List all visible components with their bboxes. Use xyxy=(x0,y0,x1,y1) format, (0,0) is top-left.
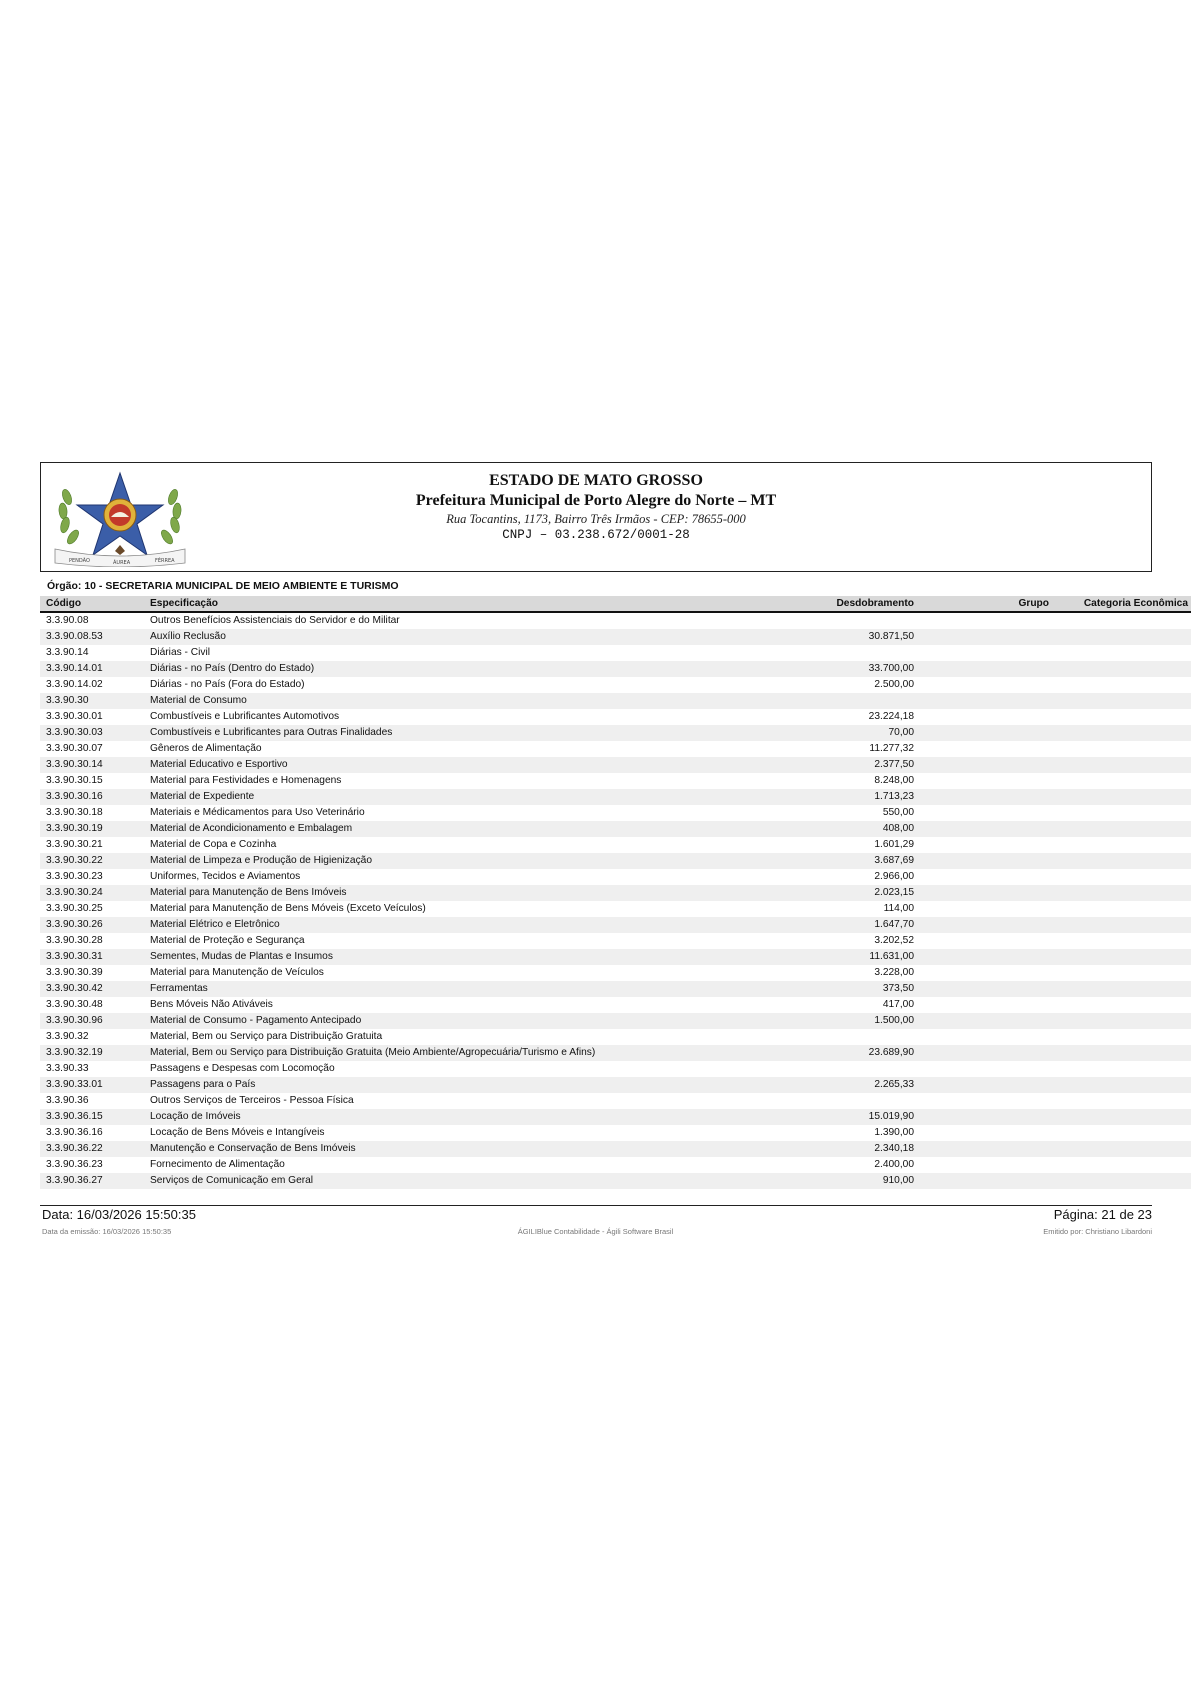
cell-desdobramento: 2.400,00 xyxy=(874,1159,914,1170)
cell-grupo xyxy=(922,981,1057,997)
cell-categoria xyxy=(1057,645,1191,661)
cell-codigo: 3.3.90.30.42 xyxy=(40,981,144,997)
cell-categoria xyxy=(1057,917,1191,933)
cell-grupo xyxy=(922,805,1057,821)
cell-especificacao: Material de Expediente xyxy=(144,789,682,805)
cell-codigo: 3.3.90.30.23 xyxy=(46,871,103,882)
cell-desdobramento: 3.228,00 xyxy=(874,967,914,978)
cell-categoria xyxy=(1057,965,1191,981)
cell-categoria xyxy=(1057,1125,1191,1141)
cell-especificacao: Material Educativo e Esportivo xyxy=(144,757,682,773)
cell-especificacao: Material para Festividades e Homenagens xyxy=(150,775,342,786)
cell-categoria xyxy=(1057,805,1191,821)
cell-desdobramento: 23.224,18 xyxy=(868,711,914,722)
cell-grupo xyxy=(922,933,1057,949)
table-row xyxy=(40,1141,1191,1157)
table-row xyxy=(40,629,1191,645)
cell-desdobramento: 23.689,90 xyxy=(682,1045,922,1061)
cell-categoria xyxy=(1057,757,1191,773)
state-title: ESTADO DE MATO GROSSO xyxy=(489,472,703,489)
cell-desdobramento: 910,00 xyxy=(682,1173,922,1189)
cell-desdobramento: 2.023,15 xyxy=(682,885,922,901)
cell-categoria xyxy=(1057,933,1191,949)
table-row xyxy=(40,1125,1191,1141)
table-row xyxy=(40,997,1191,1013)
cell-grupo xyxy=(922,997,1057,1013)
cell-categoria xyxy=(1057,661,1191,677)
cell-desdobramento: 417,00 xyxy=(882,999,914,1010)
cell-grupo xyxy=(922,1093,1057,1109)
cell-grupo xyxy=(922,821,1057,837)
cell-especificacao: Combustíveis e Lubrificantes Automotivos xyxy=(150,711,340,722)
cell-codigo: 3.3.90.36 xyxy=(46,1095,89,1106)
footer-page-number: Página: 21 de 23 xyxy=(1053,1207,1152,1222)
cell-codigo: 3.3.90.33 xyxy=(46,1063,89,1074)
cell-desdobramento: 3.202,52 xyxy=(874,935,914,946)
cell-desdobramento: 550,00 xyxy=(882,807,914,818)
cell-codigo: 3.3.90.30.48 xyxy=(46,999,103,1010)
cell-grupo xyxy=(922,869,1057,885)
cell-desdobramento: 8.248,00 xyxy=(874,775,914,786)
table-row xyxy=(40,1157,1191,1173)
cell-codigo: 3.3.90.33.01 xyxy=(40,1077,144,1093)
cell-especificacao: Locação de Bens Móveis e Intangíveis xyxy=(150,1127,325,1138)
cell-desdobramento xyxy=(682,693,922,709)
cell-especificacao: Diárias - Civil xyxy=(150,647,210,658)
table-row xyxy=(40,933,1191,949)
cell-codigo: 3.3.90.30.18 xyxy=(46,807,103,818)
column-header-codigo: Código xyxy=(40,596,144,612)
cell-codigo: 3.3.90.36.22 xyxy=(40,1141,144,1157)
cell-grupo xyxy=(922,1045,1057,1061)
cell-desdobramento: 2.966,00 xyxy=(874,871,914,882)
table-row xyxy=(40,805,1191,821)
cell-codigo: 3.3.90.30.01 xyxy=(46,711,103,722)
cell-codigo: 3.3.90.30 xyxy=(40,693,144,709)
cell-codigo: 3.3.90.30.25 xyxy=(46,903,103,914)
table-row xyxy=(40,725,1191,741)
cell-especificacao: Materiais e Médicamentos para Uso Veterinário xyxy=(150,807,365,818)
cell-categoria xyxy=(1057,901,1191,917)
cell-especificacao: Material de Acondicionamento e Embalagem xyxy=(144,821,682,837)
cell-desdobramento: 11.631,00 xyxy=(682,949,922,965)
cell-categoria xyxy=(1057,612,1191,629)
table-row xyxy=(40,965,1191,981)
cell-grupo xyxy=(922,1157,1057,1173)
cell-grupo xyxy=(922,709,1057,725)
cell-codigo: 3.3.90.30.31 xyxy=(40,949,144,965)
cell-codigo: 3.3.90.30.15 xyxy=(46,775,103,786)
cell-desdobramento: 2.265,33 xyxy=(682,1077,922,1093)
table-row xyxy=(40,773,1191,789)
footer-software: ÁGILIBlue Contabilidade - Ágili Software Brasil xyxy=(517,1227,674,1236)
cnpj-line: CNPJ – 03.238.672/0001-28 xyxy=(502,528,690,542)
table-row xyxy=(40,1061,1191,1077)
table-row xyxy=(40,853,1191,869)
column-header-especificacao: Especificação xyxy=(144,596,682,612)
cell-grupo xyxy=(922,949,1057,965)
cell-especificacao: Manutenção e Conservação de Bens Imóveis xyxy=(144,1141,682,1157)
cell-especificacao: Locação de Imóveis xyxy=(144,1109,682,1125)
footer-emitted-by: Emitido por: Christiano Libardoni xyxy=(1043,1227,1152,1236)
cell-grupo xyxy=(922,1141,1057,1157)
cell-grupo xyxy=(922,741,1057,757)
report-header xyxy=(40,462,1152,572)
cell-codigo: 3.3.90.30.22 xyxy=(40,853,144,869)
cell-especificacao: Diárias - no País (Dentro do Estado) xyxy=(144,661,682,677)
cell-especificacao: Serviços de Comunicação em Geral xyxy=(144,1173,682,1189)
cell-especificacao: Material, Bem ou Serviço para Distribuição Gratuita (Meio Ambiente/Agropecuária/Turismo e Afins) xyxy=(144,1045,682,1061)
cell-grupo xyxy=(922,1125,1057,1141)
cell-codigo: 3.3.90.30.24 xyxy=(40,885,144,901)
footer-divider xyxy=(40,1205,1152,1206)
footer-date: Data: 16/03/2026 15:50:35 xyxy=(42,1207,196,1222)
cell-categoria xyxy=(1057,1157,1191,1173)
cell-especificacao: Outros Benefícios Assistenciais do Servidor e do Militar xyxy=(150,615,400,626)
cell-grupo xyxy=(922,965,1057,981)
cell-grupo xyxy=(922,677,1057,693)
cell-desdobramento: 1.500,00 xyxy=(682,1013,922,1029)
cell-grupo xyxy=(922,901,1057,917)
cell-especificacao: Passagens para o País xyxy=(144,1077,682,1093)
cell-desdobramento: 1.647,70 xyxy=(682,917,922,933)
cell-codigo: 3.3.90.32.19 xyxy=(40,1045,144,1061)
cell-codigo: 3.3.90.14.02 xyxy=(46,679,103,690)
cell-categoria xyxy=(1057,629,1191,645)
address-line: Rua Tocantins, 1173, Bairro Três Irmãos - CEP: 78655-000 xyxy=(446,512,746,526)
cell-codigo: 3.3.90.30.28 xyxy=(46,935,103,946)
cell-especificacao: Material Elétrico e Eletrônico xyxy=(144,917,682,933)
cell-desdobramento: 3.687,69 xyxy=(682,853,922,869)
table-row xyxy=(40,612,1191,629)
cell-especificacao: Material de Limpeza e Produção de Higienização xyxy=(144,853,682,869)
cell-desdobramento: 70,00 xyxy=(682,725,922,741)
cell-categoria xyxy=(1057,677,1191,693)
cell-grupo xyxy=(922,1173,1057,1189)
cell-categoria xyxy=(1057,709,1191,725)
cell-codigo: 3.3.90.14.01 xyxy=(40,661,144,677)
cell-categoria xyxy=(1057,1173,1191,1189)
table-row xyxy=(40,869,1191,885)
cell-categoria xyxy=(1057,725,1191,741)
cell-especificacao: Material, Bem ou Serviço para Distribuição Gratuita xyxy=(150,1031,383,1042)
expense-table-container xyxy=(40,596,1188,1189)
cell-codigo: 3.3.90.08 xyxy=(46,615,89,626)
cell-especificacao: Bens Móveis Não Ativáveis xyxy=(150,999,273,1010)
cell-grupo xyxy=(922,885,1057,901)
crest-banner-text-2: ÁUREA xyxy=(113,560,131,566)
cell-categoria xyxy=(1057,1013,1191,1029)
table-row xyxy=(40,741,1191,757)
orgao-title: Órgão: 10 - SECRETARIA MUNICIPAL DE MEIO AMBIENTE E TURISMO xyxy=(47,580,399,592)
cell-desdobramento: 11.277,32 xyxy=(869,743,914,754)
cell-categoria xyxy=(1057,821,1191,837)
cell-desdobramento: 114,00 xyxy=(883,903,914,914)
cell-desdobramento: 2.500,00 xyxy=(874,679,914,690)
cell-categoria xyxy=(1057,1029,1191,1045)
table-row xyxy=(40,837,1191,853)
cell-desdobramento: 33.700,00 xyxy=(682,661,922,677)
cell-categoria xyxy=(1057,1061,1191,1077)
table-row xyxy=(40,949,1191,965)
table-row xyxy=(40,821,1191,837)
table-row xyxy=(40,1173,1191,1189)
cell-especificacao: Outros Serviços de Terceiros - Pessoa Física xyxy=(150,1095,354,1106)
cell-especificacao: Fornecimento de Alimentação xyxy=(150,1159,285,1170)
table-row xyxy=(40,1077,1191,1093)
cell-codigo: 3.3.90.30.19 xyxy=(40,821,144,837)
table-row xyxy=(40,789,1191,805)
cell-categoria xyxy=(1057,949,1191,965)
cell-grupo xyxy=(922,1061,1057,1077)
table-row xyxy=(40,1093,1191,1109)
table-row xyxy=(40,901,1191,917)
table-row xyxy=(40,917,1191,933)
cell-codigo: 3.3.90.30.21 xyxy=(46,839,103,850)
cell-codigo: 3.3.90.14 xyxy=(46,647,89,658)
cell-desdobramento xyxy=(682,1093,922,1109)
cell-codigo: 3.3.90.30.07 xyxy=(46,743,103,754)
cell-codigo: 3.3.90.30.14 xyxy=(40,757,144,773)
table-row xyxy=(40,1045,1191,1061)
cell-especificacao: Diárias - no País (Fora do Estado) xyxy=(150,679,305,690)
cell-grupo xyxy=(922,789,1057,805)
cell-codigo: 3.3.90.32 xyxy=(46,1031,89,1042)
cell-especificacao: Material para Manutenção de Veículos xyxy=(150,967,324,978)
cell-especificacao: Passagens e Despesas com Locomoção xyxy=(150,1063,335,1074)
cell-especificacao: Material de Consumo - Pagamento Antecipado xyxy=(144,1013,682,1029)
cell-grupo xyxy=(922,773,1057,789)
crest-banner-text-3: FÉRREA xyxy=(155,558,175,564)
cell-grupo xyxy=(922,837,1057,853)
table-row xyxy=(40,677,1191,693)
cell-desdobramento: 2.340,18 xyxy=(682,1141,922,1157)
cell-codigo: 3.3.90.30.96 xyxy=(40,1013,144,1029)
table-row xyxy=(40,645,1191,661)
cell-codigo: 3.3.90.36.15 xyxy=(40,1109,144,1125)
cell-categoria xyxy=(1057,1109,1191,1125)
cell-desdobramento: 1.390,00 xyxy=(874,1127,914,1138)
cell-categoria xyxy=(1057,773,1191,789)
cell-categoria xyxy=(1057,837,1191,853)
column-header-grupo: Grupo xyxy=(922,596,1057,612)
cell-grupo xyxy=(922,1013,1057,1029)
cell-desdobramento xyxy=(682,1029,922,1045)
cell-especificacao: Material de Proteção e Segurança xyxy=(150,935,305,946)
cell-desdobramento: 15.019,90 xyxy=(682,1109,922,1125)
cell-grupo xyxy=(922,917,1057,933)
cell-grupo xyxy=(922,1077,1057,1093)
cell-categoria xyxy=(1057,741,1191,757)
table-row xyxy=(40,709,1191,725)
cell-grupo xyxy=(922,629,1057,645)
cell-categoria xyxy=(1057,981,1191,997)
cell-especificacao: Material para Manutenção de Bens Móveis (Exceto Veículos) xyxy=(150,903,426,914)
cell-grupo xyxy=(922,693,1057,709)
cell-grupo xyxy=(922,645,1057,661)
cell-especificacao: Material para Manutenção de Bens Imóveis xyxy=(144,885,682,901)
expense-table xyxy=(40,596,1191,1189)
cell-grupo xyxy=(922,725,1057,741)
cell-grupo xyxy=(922,757,1057,773)
cell-categoria xyxy=(1057,1077,1191,1093)
cell-especificacao: Combustíveis e Lubrificantes para Outras Finalidades xyxy=(144,725,682,741)
table-header-row xyxy=(40,596,1191,612)
cell-codigo: 3.3.90.36.16 xyxy=(46,1127,103,1138)
cell-desdobramento: 1.713,23 xyxy=(682,789,922,805)
table-row xyxy=(40,1029,1191,1045)
cell-codigo: 3.3.90.08.53 xyxy=(40,629,144,645)
table-row xyxy=(40,1013,1191,1029)
cell-especificacao: Gêneros de Alimentação xyxy=(150,743,262,754)
cell-categoria xyxy=(1057,693,1191,709)
cell-especificacao: Ferramentas xyxy=(144,981,682,997)
cell-codigo: 3.3.90.36.23 xyxy=(46,1159,103,1170)
column-header-categoria: Categoria Econômica xyxy=(1057,596,1191,612)
cell-desdobramento: 1.601,29 xyxy=(874,839,914,850)
cell-especificacao: Material de Consumo xyxy=(144,693,682,709)
cell-desdobramento xyxy=(682,645,922,661)
crest-banner-text-1: PENDÃO xyxy=(69,558,90,564)
table-row xyxy=(40,757,1191,773)
cell-especificacao: Sementes, Mudas de Plantas e Insumos xyxy=(144,949,682,965)
table-row xyxy=(40,981,1191,997)
cell-codigo: 3.3.90.30.16 xyxy=(40,789,144,805)
cell-grupo xyxy=(922,661,1057,677)
cell-grupo xyxy=(922,1109,1057,1125)
cell-grupo xyxy=(922,853,1057,869)
cell-especificacao: Material de Copa e Cozinha xyxy=(150,839,277,850)
cell-desdobramento: 30.871,50 xyxy=(682,629,922,645)
cell-categoria xyxy=(1057,869,1191,885)
cell-desdobramento: 2.377,50 xyxy=(682,757,922,773)
table-row xyxy=(40,1109,1191,1125)
cell-codigo: 3.3.90.30.39 xyxy=(46,967,103,978)
cell-codigo: 3.3.90.30.26 xyxy=(40,917,144,933)
cell-especificacao: Auxílio Reclusão xyxy=(144,629,682,645)
prefeitura-title: Prefeitura Municipal de Porto Alegre do Norte – MT xyxy=(415,492,777,509)
cell-codigo: 3.3.90.30.03 xyxy=(40,725,144,741)
cell-grupo xyxy=(922,1029,1057,1045)
cell-desdobramento: 373,50 xyxy=(682,981,922,997)
cell-categoria xyxy=(1057,1093,1191,1109)
table-row xyxy=(40,661,1191,677)
table-row xyxy=(40,885,1191,901)
table-row xyxy=(40,693,1191,709)
cell-grupo xyxy=(922,612,1057,629)
cell-desdobramento: 408,00 xyxy=(682,821,922,837)
cell-categoria xyxy=(1057,997,1191,1013)
cell-categoria xyxy=(1057,789,1191,805)
cell-especificacao: Uniformes, Tecidos e Aviamentos xyxy=(150,871,301,882)
cell-categoria xyxy=(1057,885,1191,901)
cell-categoria xyxy=(1057,1045,1191,1061)
cell-desdobramento xyxy=(682,612,922,629)
cell-categoria xyxy=(1057,1141,1191,1157)
cell-categoria xyxy=(1057,853,1191,869)
footer-emission-date: Data da emissão: 16/03/2026 15:50:35 xyxy=(42,1227,172,1236)
cell-codigo: 3.3.90.36.27 xyxy=(40,1173,144,1189)
cell-desdobramento xyxy=(682,1061,922,1077)
column-header-desdobramento: Desdobramento xyxy=(682,596,922,612)
